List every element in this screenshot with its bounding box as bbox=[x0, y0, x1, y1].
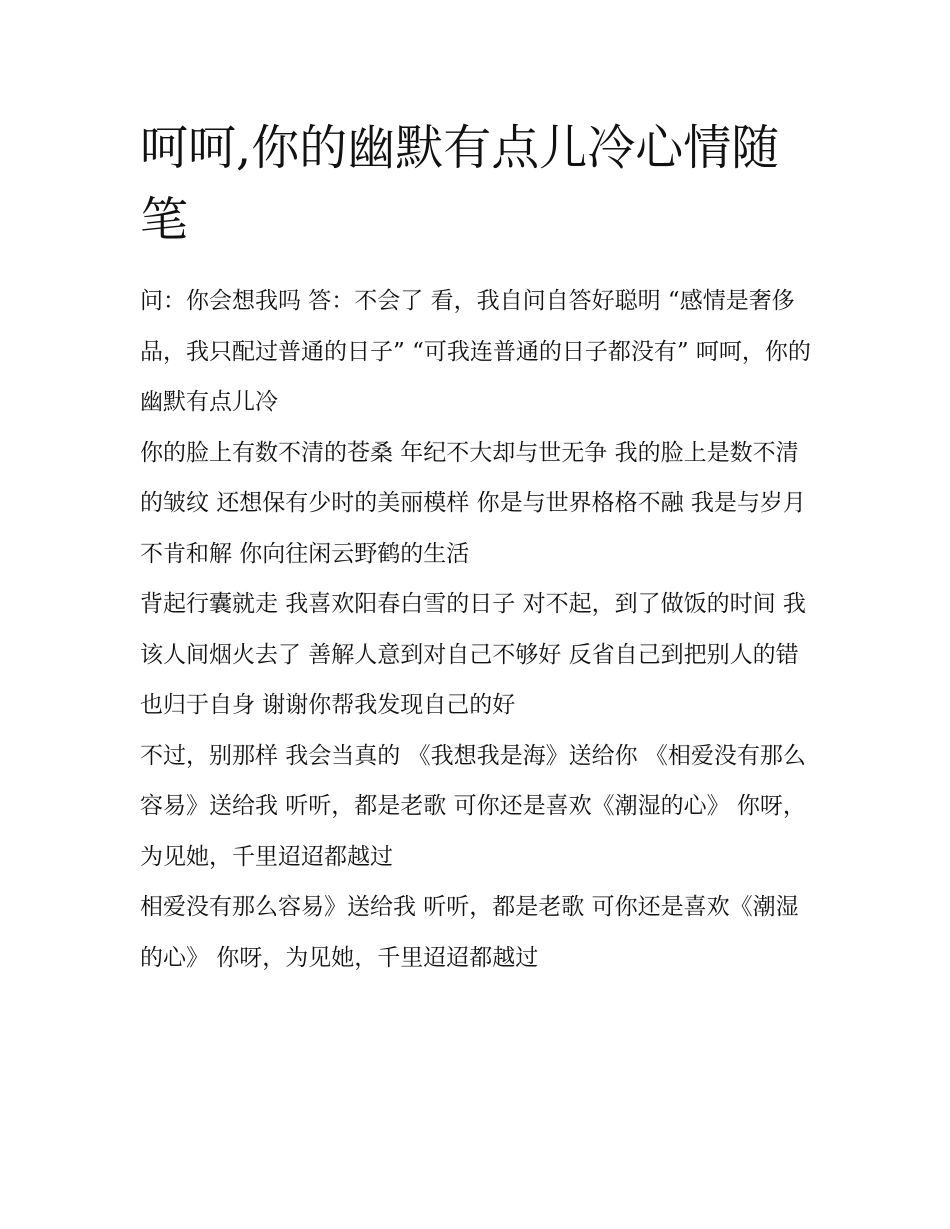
paragraph: 问：你会想我吗 答：不会了 看，我自问自答好聪明 “感情是奢侈品，我只配过普通的日子” “可我连普通的日子都没有” 呵呵，你的幽默有点儿冷 bbox=[140, 288, 811, 415]
paragraph: 你的脸上有数不清的苍桑 年纪不大却与世无争 我的脸上是数不清的皱纹 还想保有少时的美丽模样 你是与世界格格不融 我是与岁月不肯和解 你向往闲云野鹤的生活 bbox=[140, 439, 806, 567]
paragraph: 相爱没有那么容易》送给我 听听，都是老歌 可你还是喜欢《潮湿的心》 你呀，为见她，千里迢迢都越过 bbox=[140, 894, 799, 971]
document-title: 呵呵,你的幽默有点儿冷心情随笔 bbox=[140, 120, 780, 248]
paragraph: 背起行囊就走 我喜欢阳春白雪的日子 对不起，到了做饭的时间 我该人间烟火去了 善解人意到对自己不够好 反省自己到把别人的错也归于自身 谢谢你帮我发现自己的好 bbox=[140, 591, 806, 718]
document-body bbox=[140, 276, 812, 983]
paragraph: 不过，别那样 我会当真的 《我想我是海》送给你 《相爱没有那么容易》送给我 听听，都是老歌 可你还是喜欢《潮湿的心》 你呀，为见她，千里迢迢都越过 bbox=[140, 742, 806, 870]
